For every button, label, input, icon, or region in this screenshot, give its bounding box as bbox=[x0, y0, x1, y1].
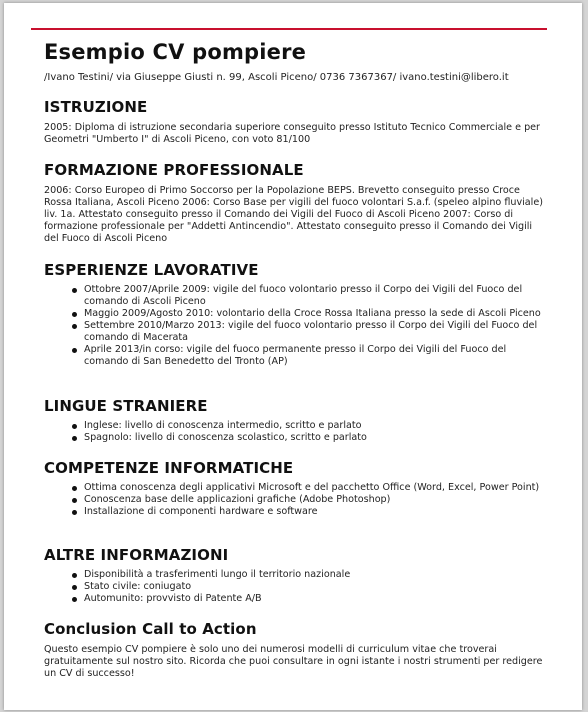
section-lingue bbox=[44, 397, 544, 444]
list-item: Stato civile: coniugato bbox=[84, 581, 544, 593]
altre-list bbox=[44, 569, 544, 605]
list-item: Installazione di componenti hardware e software bbox=[84, 506, 544, 518]
list-item: Disponibilità a trasferimenti lungo il territorio nazionale bbox=[84, 569, 544, 581]
cv-page bbox=[4, 3, 582, 710]
conclusion-text: Questo esempio CV pompiere è solo uno dei numerosi modelli di curriculum vitae che troverai gratuitamente sul nostro sito. Ricorda che puoi consultare in ogni istante i nostri strumenti per redigere un CV di successo! bbox=[44, 644, 543, 679]
section-heading-lingue: LINGUE STRANIERE bbox=[44, 397, 208, 415]
list-item: Settembre 2010/Marzo 2013: vigile del fuoco volontario presso il Corpo dei Vigili del Fuoco del comando di Macerata bbox=[84, 320, 544, 344]
section-altre bbox=[44, 546, 544, 605]
section-heading-istruzione: ISTRUZIONE bbox=[44, 98, 148, 116]
list-item: Conoscenza base delle applicazioni grafiche (Adobe Photoshop) bbox=[84, 494, 544, 506]
list-item: Ottobre 2007/Aprile 2009: vigile del fuoco volontario presso il Corpo dei Vigili del Fuoco del comando di Ascoli Piceno bbox=[84, 284, 544, 308]
contact-line: /Ivano Testini/ via Giuseppe Giusti n. 99, Ascoli Piceno/ 0736 7367367/ ivano.testini@libero.it bbox=[44, 72, 509, 83]
istruzione-text: 2005: Diploma di istruzione secondaria superiore conseguito presso Istituto Tecnico Commerciale e per Geometri "Umberto I" di Ascoli Piceno, con voto 81/100 bbox=[44, 122, 541, 145]
page-title: Esempio CV pompiere bbox=[44, 40, 307, 64]
list-item: Aprile 2013/in corso: vigile del fuoco permanente presso il Corpo dei Vigili del Fuoco del comando di San Benedetto del Tronto (AP) bbox=[84, 344, 544, 368]
section-formazione bbox=[44, 161, 544, 245]
list-item: Ottima conoscenza degli applicativi Microsoft e del pacchetto Office (Word, Excel, Power Point) bbox=[84, 482, 544, 494]
section-conclusion bbox=[44, 620, 544, 680]
esperienze-list bbox=[44, 284, 544, 368]
list-item: Automunito: provvisto di Patente A/B bbox=[84, 593, 544, 605]
top-red-rule bbox=[31, 28, 547, 30]
section-heading-conclusion: Conclusion Call to Action bbox=[44, 620, 257, 638]
section-heading-competenze: COMPETENZE INFORMATICHE bbox=[44, 459, 294, 477]
competenze-list bbox=[44, 482, 544, 518]
list-item: Spagnolo: livello di conoscenza scolastico, scritto e parlato bbox=[84, 432, 544, 444]
section-heading-altre: ALTRE INFORMAZIONI bbox=[44, 546, 229, 564]
section-heading-esperienze: ESPERIENZE LAVORATIVE bbox=[44, 261, 259, 279]
list-item: Inglese: livello di conoscenza intermedio, scritto e parlato bbox=[84, 420, 544, 432]
section-esperienze bbox=[44, 261, 544, 368]
section-heading-formazione: FORMAZIONE PROFESSIONALE bbox=[44, 161, 304, 179]
section-competenze bbox=[44, 459, 544, 518]
section-istruzione bbox=[44, 98, 544, 146]
formazione-text: 2006: Corso Europeo di Primo Soccorso per la Popolazione BEPS. Brevetto conseguito presso Croce Rossa Italiana, Ascoli Piceno 2006: Corso Base per vigili del fuoco volontari S.a.f. (speleo alpino fluviale) liv. 1a. Attestato conseguito presso il Comando dei Vigili del Fuoco di Ascoli Piceno 2007: Corso di formazione professionale per "Addetti Antincendio". Attestato conseguito presso il Comando dei Vigili del Fuoco di Ascoli Piceno bbox=[44, 185, 543, 244]
list-item: Maggio 2009/Agosto 2010: volontario della Croce Rossa Italiana presso la sede di Ascoli Piceno bbox=[84, 308, 544, 320]
lingue-list bbox=[44, 420, 544, 444]
